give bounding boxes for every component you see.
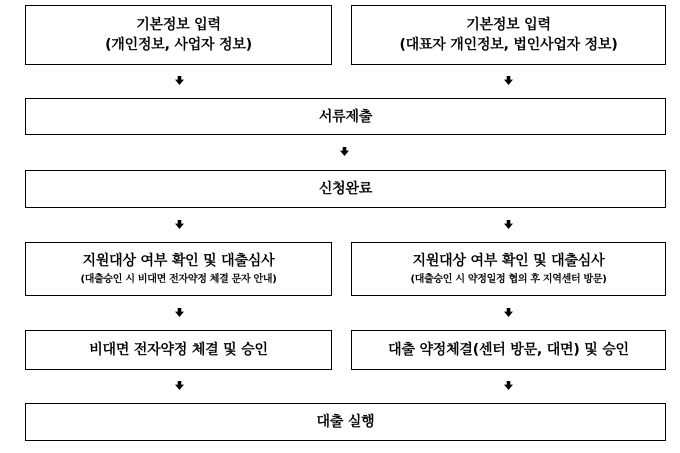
box-title: 대출 실행 [316,414,375,430]
down-arrow-icon [502,74,514,86]
box-basic-info-individual [25,5,332,65]
box-application-complete [25,170,666,208]
box-subtitle: (대출승인 시 약정일정 협의 후 지역센터 방문) [410,274,607,285]
box-title: 기본정보 입력 [466,17,551,33]
down-arrow-icon [502,379,514,391]
down-arrow-icon [502,306,514,318]
box-subtitle: (개인정보, 사업자 정보) [105,37,252,53]
box-title: 기본정보 입력 [136,17,221,33]
down-arrow-icon [173,379,185,391]
box-contract-electronic [25,330,332,370]
box-title: 비대면 전자약정 체결 및 승인 [89,342,268,358]
down-arrow-icon [338,145,350,157]
box-title: 서류제출 [318,108,373,125]
box-basic-info-corporate [351,5,666,65]
box-subtitle: (대표자 개인정보, 법인사업자 정보) [399,37,618,53]
box-document-submission [25,98,666,135]
box-review-noncontact [25,242,332,296]
box-loan-execution [25,403,666,441]
box-subtitle: (대출승인 시 비대면 전자약정 체결 문자 안내) [80,274,277,285]
box-title: 지원대상 여부 확인 및 대출심사 [82,253,275,269]
down-arrow-icon [173,306,185,318]
box-review-visit [351,242,666,296]
down-arrow-icon [173,218,185,230]
down-arrow-icon [173,74,185,86]
box-title: 지원대상 여부 확인 및 대출심사 [412,253,605,269]
box-title: 대출 약정체결(센터 방문, 대면) 및 승인 [388,342,629,358]
box-title: 신청완료 [318,181,373,197]
down-arrow-icon [502,218,514,230]
box-contract-in-person [351,330,666,370]
